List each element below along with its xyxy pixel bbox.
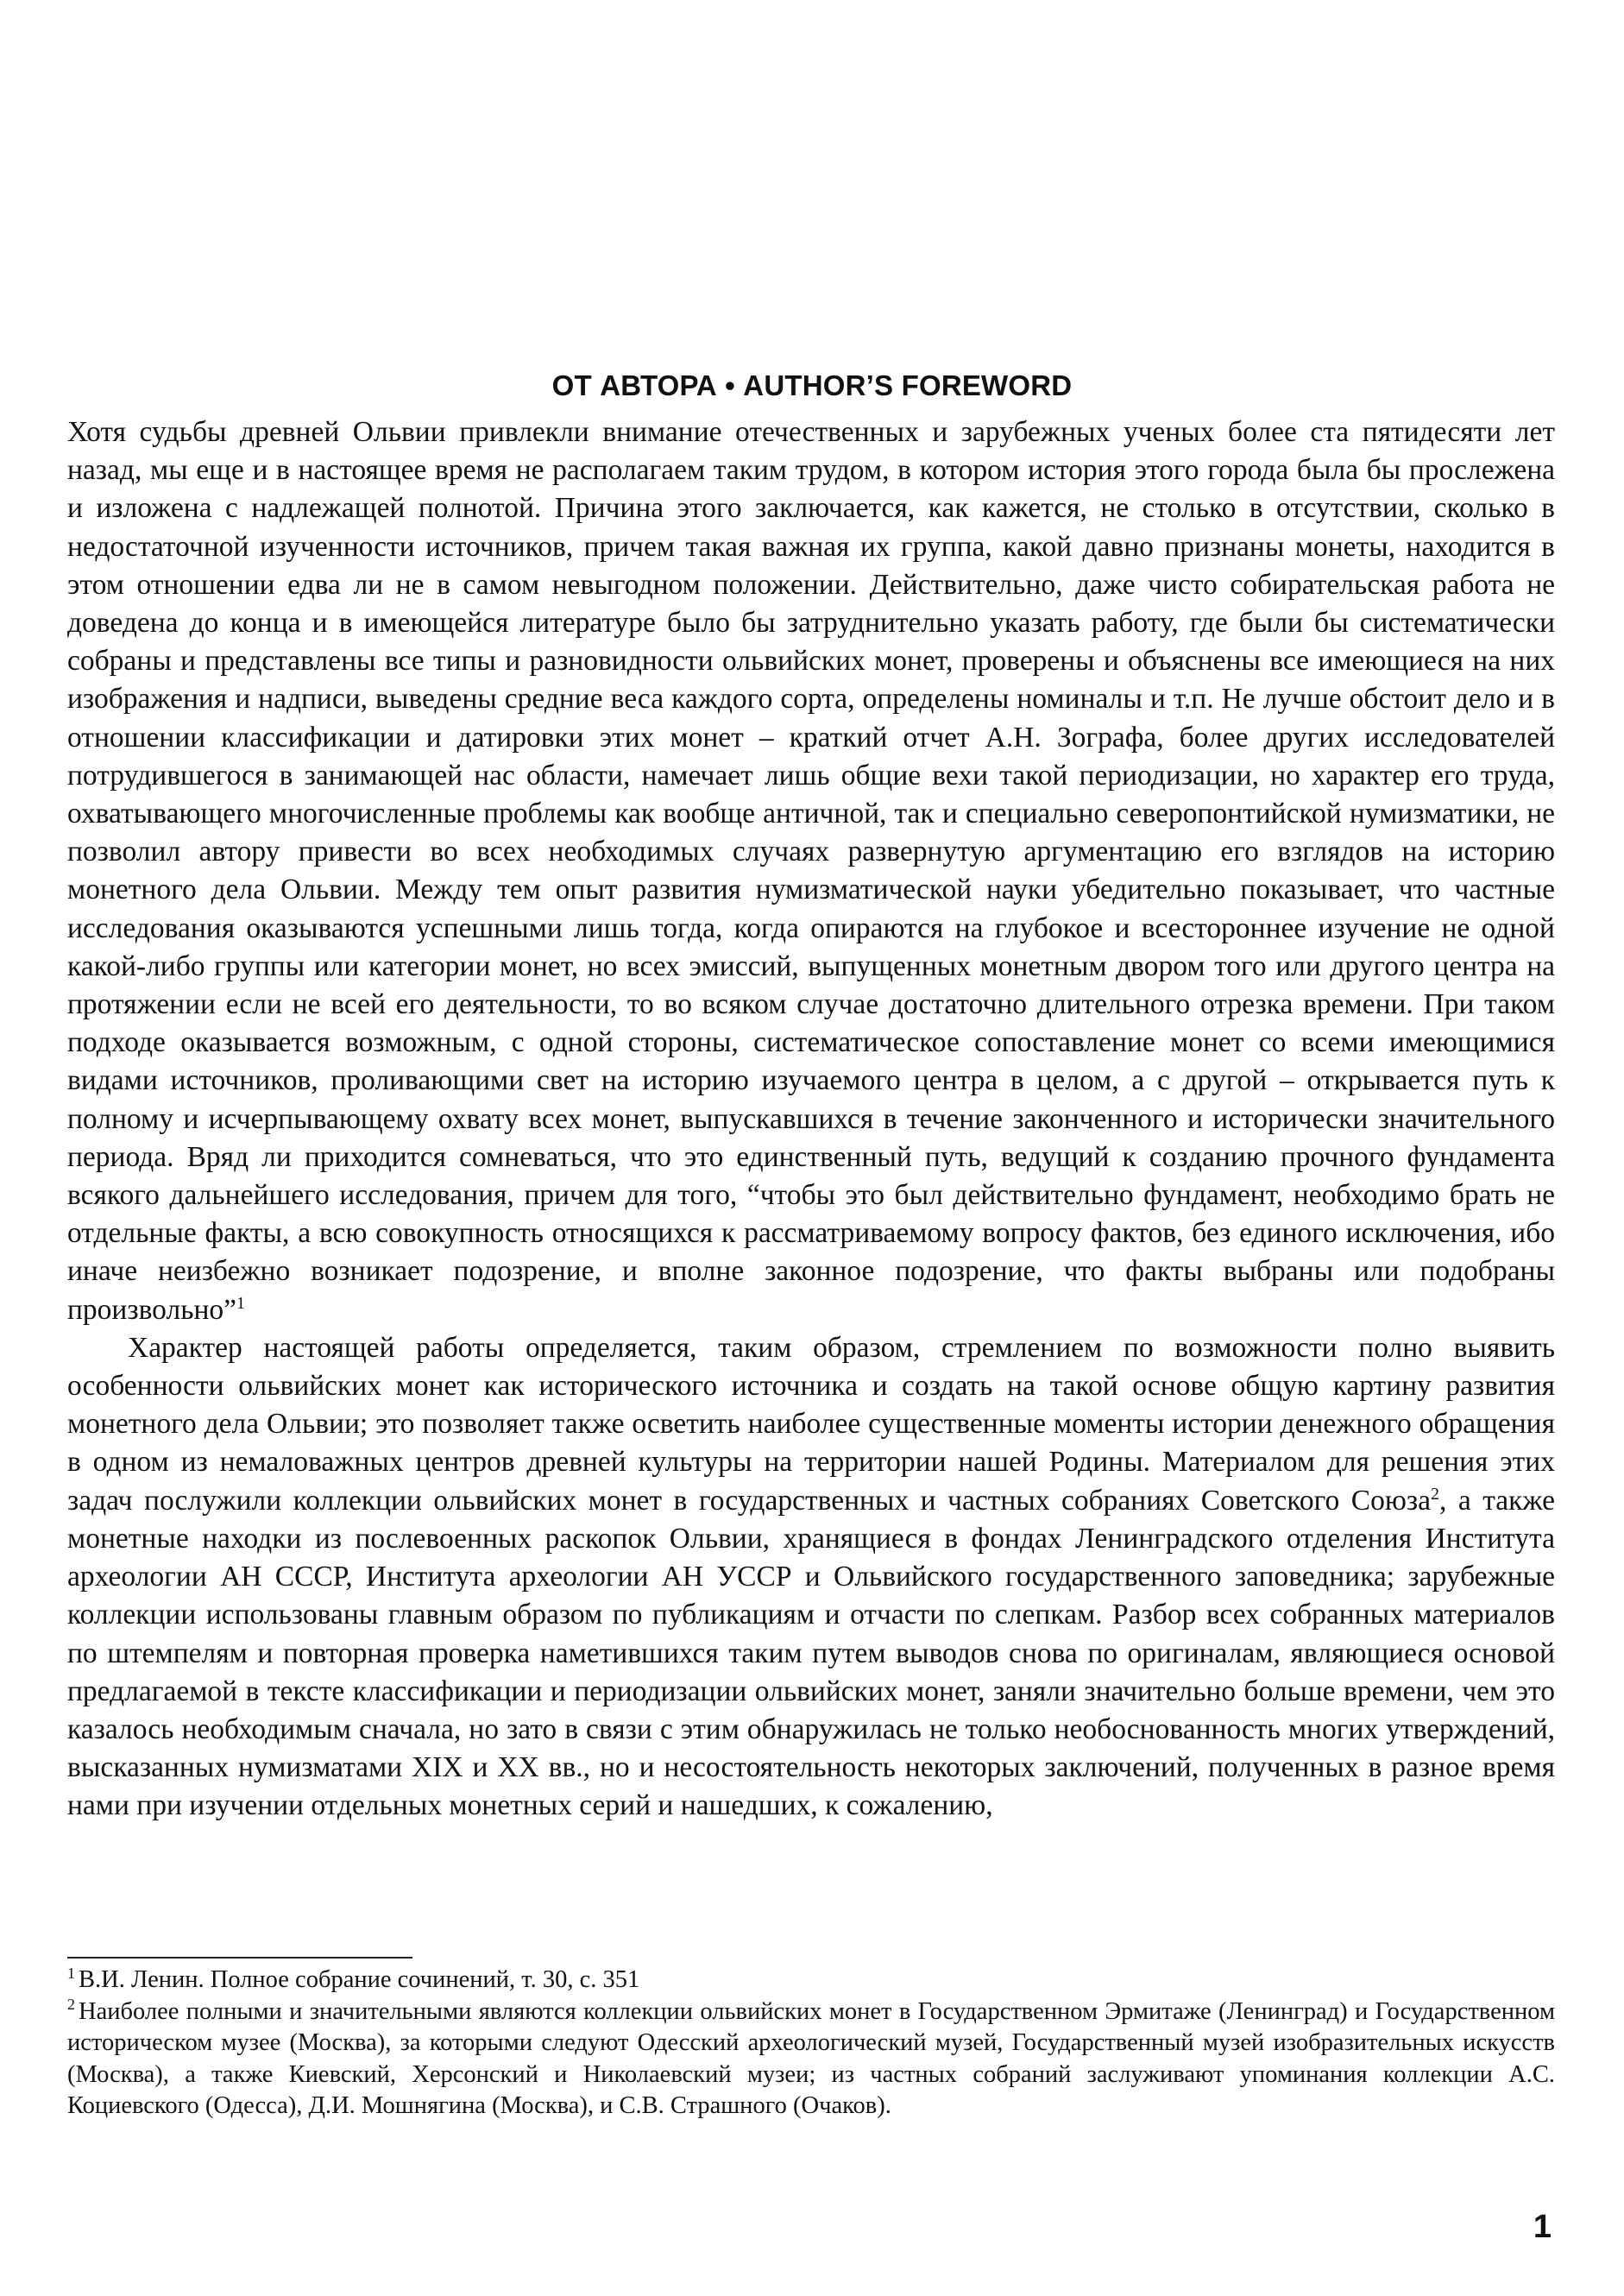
main-text xyxy=(67,413,1555,1826)
paragraph-1-text: Хотя судьбы древней Ольвии привлекли внимание отечественных и зарубежных ученых более ста пятидесяти лет назад, мы еще и в настоящее время не располагаем таким трудом, в котором история этого города была бы прослежена и изложена с надлежащей полнотой. Причина этого заключается, как кажется, не столько в отсутствии, сколько в недостаточной изученности источников, причем такая важная их группа, какой давно признаны монеты, находится в этом отношении едва ли не в самом невыгодном положении. Действительно, даже чисто собирательская работа не доведена до конца и в имеющейся литературе было бы затруднительно указать работу, где были бы систематически собраны и представлены все типы и разновидности ольвийских монет, проверены и объяснены все имеющиеся на них изображения и надписи, выведены средние веса каждого сорта, определены номиналы и т.п. Не лучше обстоит дело и в отношении классификации и датировки этих монет – краткий отчет А.Н. Зографа, более других исследователей потрудившегося в занимающей нас области, намечает лишь общие вехи такой периодизации, но характер его труда, охватывающего многочисленные проблемы как вообще античной, так и специально северопонтийской нумизматики, не позволил автору привести во всех необходимых случаях развернутую аргументацию его взглядов на историю монетного дела Ольвии. Между тем опыт развития нумизматической науки убедительно показывает, что частные исследования оказываются успешными лишь тогда, когда опираются на глубокое и всестороннее изучение не одной какой-либо группы или категории монет, но всех эмиссий, выпущенных монетным двором того или другого центра на протяжении если не всей его деятельности, то во всяком случае достаточно длительного отрезка времени. При таком подходе оказывается возможным, с одной стороны, систематическое сопоставление монет со всеми имеющимися видами источников, проливающими свет на историю изучаемого центра в целом, а с другой – открывается путь к полному и исчерпывающему охвату всех монет, выпускавшихся в течение законченного и исторически значительного периода. Вряд ли приходится сомневаться, что это единственный путь, ведущий к созданию прочного фундамента всякого дальнейшего исследования, причем для того, “чтобы это был действительно фундамент, необходимо брать не отдельные факты, а всю совокупность относящихся к рассматриваемому вопросу фактов, без единого исключения, ибо иначе неизбежно возникает подозрение, и вполне законное подозрение, что факты выбраны или подобраны произвольно” xyxy=(67,416,1555,1326)
paragraph-2 xyxy=(67,1329,1555,1826)
page-number: 1 xyxy=(1533,2209,1552,2245)
page-heading: ОТ АВТОРА • AUTHOR’S FOREWORD xyxy=(551,369,1073,401)
paragraph-1 xyxy=(67,413,1555,1329)
paragraph-2-text-end: , а также монетные находки из послевоенных раскопок Ольвии, хранящиеся в фондах Ленинградского отделения Института археологии АН СССР, Института археологии АН УССР и Ольвийского государственного заповедника; зарубежные коллекции использованы главным образом по публикациям и отчасти по слепкам. Разбор всех собранных материалов по штемпелям и повторная проверка наметившихся таким путем выводов снова по оригиналам, являющиеся основой предлагаемой в тексте классификации и периодизации ольвийских монет, заняли значительно больше времени, чем это казалось необходимым сначала, но зато в связи с этим обнаружилась не только необоснованность многих утверждений, высказанных нумизматами XIX и XX вв., но и несостоятельность некоторых заключений, полученных в разное время нами при изучении отдельных монетных серий и нашедших, к сожалению, xyxy=(67,1484,1555,1822)
footnote-ref-1[interactable]: 1 xyxy=(236,1293,246,1313)
footnote-2-number: 2 xyxy=(67,1996,75,2013)
footnote-1 xyxy=(67,1965,1555,1996)
paragraph-2-text-start: Характер настоящей работы определяется, таким образом, стремлением по возможности полно выявить особенности ольвийских монет как исторического источника и создать на такой основе общую картину развития монетного дела Ольвии; это позволяет также осветить наиболее существенные моменты истории денежного обращения в одном из немаловажных центров древней культуры на территории нашей Родины. Материалом для решения этих задач послужили коллекции ольвийских монет в государственных и частных собраниях Советского Союза xyxy=(67,1331,1555,1517)
footnotes xyxy=(67,1965,1555,2123)
footnote-ref-2[interactable]: 2 xyxy=(1431,1484,1439,1504)
footnote-2 xyxy=(67,1996,1555,2123)
footnote-1-text: В.И. Ленин. Полное собрание сочинений, т. 30, с. 351 xyxy=(79,1966,640,1993)
footnote-1-number: 1 xyxy=(67,1964,75,1982)
footnote-divider xyxy=(67,1957,412,1959)
footnote-2-text: Наиболее полными и значительными являются коллекции ольвийских монет в Государственном Эрмитаже (Ленинград) и Государственном историческом музее (Москва), за которыми следуют Одесский археологический музей, Государственный музей изобразительных искусств (Москва), а также Киевский, Херсонский и Николаевский музеи; из частных собраний заслуживают упоминания коллекции А.С. Коциевского (Одесса), Д.И. Мошнягина (Москва), и С.В. Страшного (Очаков). xyxy=(67,1997,1555,2119)
